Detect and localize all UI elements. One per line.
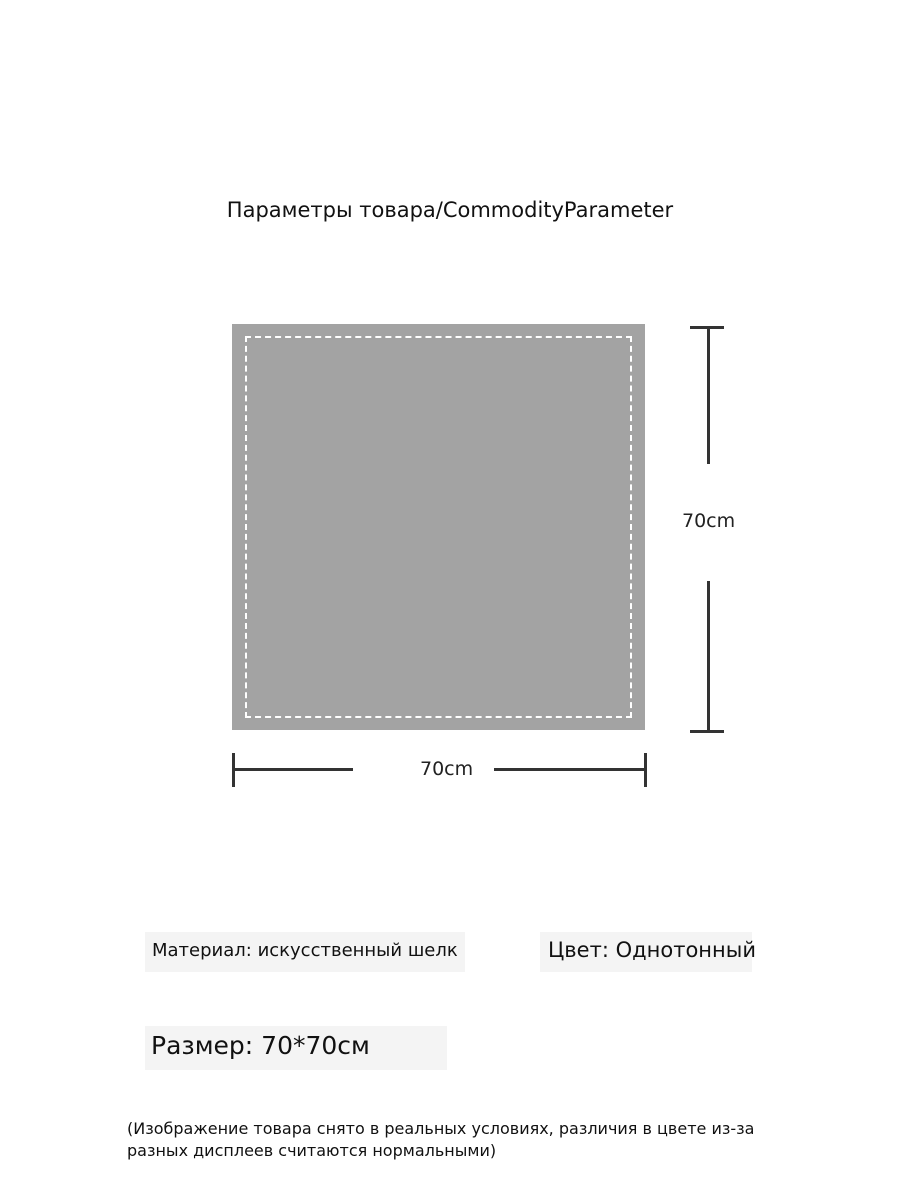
size-label: Размер: 70*70см xyxy=(151,1031,370,1060)
dashed-border xyxy=(245,336,632,718)
height-dimension-line-top xyxy=(707,326,710,464)
color-label: Цвет: Однотонный xyxy=(548,938,756,962)
product-square-illustration xyxy=(232,324,645,730)
page-title: Параметры товара/CommodityParameter xyxy=(226,198,674,222)
disclaimer-note xyxy=(127,1118,807,1162)
width-label: 70cm xyxy=(420,758,474,780)
disclaimer-line-1: (Изображение товара снято в реальных условиях, различия в цвете из-за xyxy=(127,1119,755,1138)
height-dimension-bottom-cap xyxy=(690,730,724,733)
height-dimension-line-bottom xyxy=(707,581,710,731)
width-dimension-line-right xyxy=(494,768,645,771)
width-dimension-right-cap xyxy=(644,753,647,787)
width-dimension-line-left xyxy=(232,768,353,771)
material-label: Материал: искусственный шелк xyxy=(152,940,458,961)
disclaimer-line-2: разных дисплеев считаются нормальными) xyxy=(127,1141,497,1160)
height-label: 70cm xyxy=(682,510,736,532)
